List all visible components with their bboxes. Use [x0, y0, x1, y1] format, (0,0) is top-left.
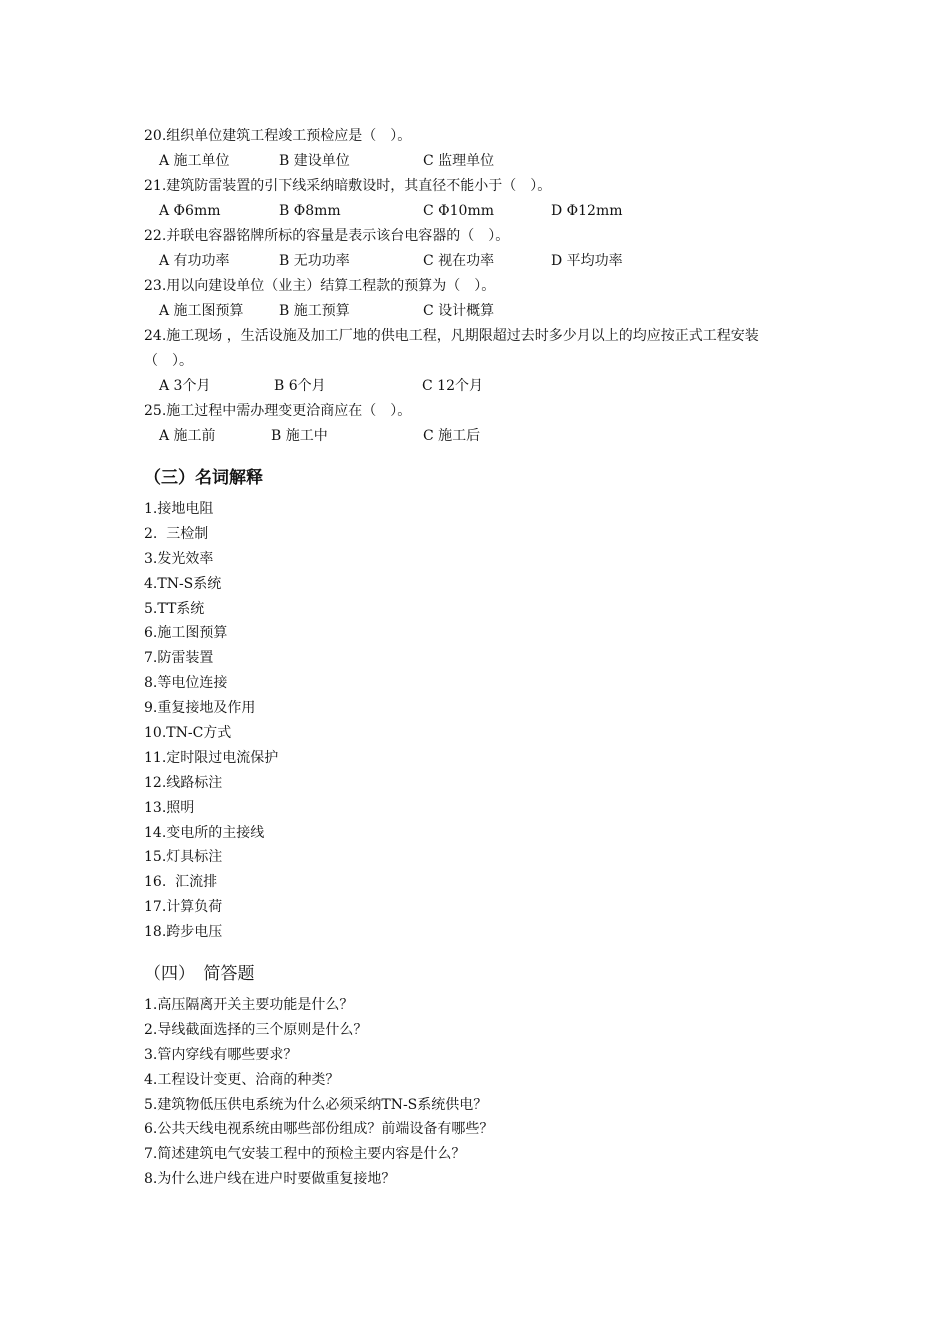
list-item: 3.管内穿线有哪些要求？ [144, 1046, 298, 1063]
option: B 施工预算 [279, 303, 350, 319]
list-item: 5.建筑物低压供电系统为什么必须采纳TN-S系统供电？ [144, 1096, 488, 1113]
list-item: 6.公共天线电视系统由哪些部份组成？前端设备有哪些？ [144, 1121, 494, 1138]
option: C Φ10mm [423, 203, 495, 219]
section-4-title: （四） 简答题 [144, 964, 255, 985]
list-item: 5.TT系统 [144, 600, 205, 617]
list-item: 17.计算负荷 [144, 899, 223, 916]
option: D Φ12mm [551, 203, 623, 219]
list-item: 12.线路标注 [144, 774, 223, 791]
list-item: 1.高压隔离开关主要功能是什么？ [144, 997, 354, 1014]
list-item: 6.施工图预算 [144, 625, 228, 642]
question-21: 21.建筑防雷装置的引下线采纳暗敷设时，其直径不能小于（ ）。 [144, 178, 552, 194]
list-item: 13.照明 [144, 799, 195, 816]
list-item: 8.等电位连接 [144, 675, 228, 692]
list-item: 18.跨步电压 [144, 924, 223, 941]
option: C 12个月 [422, 378, 483, 394]
question-23-options [144, 299, 824, 324]
list-item: 1.接地电阻 [144, 501, 214, 517]
option: C 监理单位 [423, 153, 495, 169]
option: A Φ6mm [159, 203, 221, 219]
option: D 平均功率 [551, 253, 623, 269]
option: A 有功功率 [159, 253, 230, 269]
list-item: 15.灯具标注 [144, 849, 223, 866]
question-20: 20.组织单位建筑工程竣工预检应是（ ）。 [144, 128, 412, 144]
section-4-list [144, 993, 824, 1192]
question-24: 24.施工现场 ，生活设施及加工厂地的供电工程，凡期限超过去时多少月以上的均应按正式工程安装（ ）。 [144, 328, 759, 369]
list-item: 16. 汇流排 [144, 874, 218, 891]
option: A 3个月 [159, 378, 211, 394]
list-item: 14.变电所的主接线 [144, 824, 265, 841]
question-24-options [144, 374, 824, 399]
option: C 施工后 [423, 428, 481, 444]
list-item: 4.TN-S系统 [144, 575, 222, 592]
list-item: 8.为什么进户线在进户时要做重复接地？ [144, 1171, 396, 1188]
list-item: 9.重复接地及作用 [144, 700, 256, 717]
option: A 施工前 [159, 428, 216, 444]
question-25: 25.施工过程中需办理变更洽商应在（ ）。 [144, 403, 412, 419]
list-item: 7.简述建筑电气安装工程中的预检主要内容是什么？ [144, 1146, 466, 1163]
question-22-options [144, 249, 824, 274]
option: B Φ8mm [279, 203, 341, 219]
document-page [144, 124, 824, 1192]
question-21-options [144, 199, 824, 224]
section-3-title: （三）名词解释 [144, 468, 263, 488]
option: C 视在功率 [423, 253, 495, 269]
list-item: 4.工程设计变更、洽商的种类？ [144, 1071, 340, 1088]
option: B 6个月 [274, 378, 326, 394]
option: B 建设单位 [279, 153, 350, 169]
question-22: 22.并联电容器铭牌所标的容量是表示该台电容器的（ ）。 [144, 228, 510, 244]
list-item: 2.导线截面选择的三个原则是什么？ [144, 1021, 368, 1038]
option: A 施工图预算 [159, 303, 244, 319]
list-item: 11.定时限过电流保护 [144, 749, 279, 766]
list-item: 10.TN-C方式 [144, 725, 232, 742]
question-20-options [144, 149, 824, 174]
list-item: 3.发光效率 [144, 550, 214, 567]
option: B 施工中 [271, 428, 328, 444]
list-item: 2. 三检制 [144, 525, 209, 542]
question-25-options [144, 424, 824, 449]
option: A 施工单位 [159, 153, 230, 169]
question-23: 23.用以向建设单位（业主）结算工程款的预算为（ ）。 [144, 278, 496, 294]
section-3-list [144, 497, 824, 945]
option: C 设计概算 [423, 303, 495, 319]
option: B 无功功率 [279, 253, 350, 269]
list-item: 7.防雷装置 [144, 650, 214, 667]
